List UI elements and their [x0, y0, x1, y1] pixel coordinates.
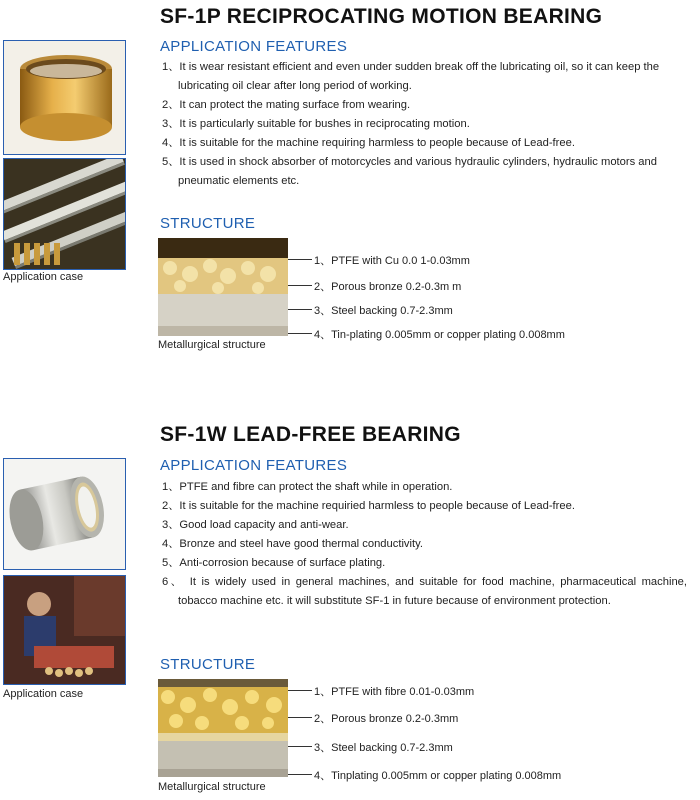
layer-leader-line: [288, 774, 312, 775]
feature-item: 1、PTFE and fibre can protect the shaft while in operation.: [162, 481, 453, 493]
metallurgical-caption: Metallurgical structure: [158, 781, 266, 793]
feature-item: 2、It can protect the mating surface from wearing.: [162, 99, 411, 111]
feature-item: 3、Good load capacity and anti-wear.: [162, 519, 349, 531]
section-2-features-list: [162, 478, 687, 611]
section-1-structure-heading: STRUCTURE: [160, 215, 256, 232]
layer-leader-line: [288, 690, 312, 691]
metallurgical-structure-image: [158, 679, 288, 777]
layer-leader-line: [288, 717, 312, 718]
application-caption: Application case: [3, 688, 84, 700]
section-2-structure-heading: STRUCTURE: [160, 656, 256, 673]
layer-label: 2、Porous bronze 0.2-0.3m m: [314, 281, 462, 293]
section-1-features-list: [162, 58, 692, 191]
section-1-features-heading: APPLICATION FEATURES: [160, 38, 348, 55]
metallurgical-structure-image: [158, 238, 288, 336]
application-photo: [3, 158, 126, 270]
layer-label: 4、Tin-plating 0.005mm or copper plating 0.008mm: [314, 329, 565, 341]
layer-label: 1、PTFE with Cu 0.0 1-0.03mm: [314, 255, 470, 267]
layer-leader-line: [288, 259, 312, 260]
metallurgical-caption: Metallurgical structure: [158, 339, 266, 351]
layer-label: 3、Steel backing 0.7-2.3mm: [314, 305, 453, 317]
feature-item: 6、 It is widely used in general machines, and suitable for food machine, pharmaceutical machine, tobacco machine etc. it will substitute SF-1 in future because of environment protection.: [162, 576, 687, 607]
application-caption: Application case: [3, 271, 84, 283]
bearing-photo: [3, 40, 126, 155]
feature-item: 3、It is particularly suitable for bushes in reciprocating motion.: [162, 118, 470, 130]
layer-leader-line: [288, 285, 312, 286]
layer-leader-line: [288, 333, 312, 334]
section-1-title: SF-1P RECIPROCATING MOTION BEARING: [160, 5, 603, 28]
layer-label: 4、Tinplating 0.005mm or copper plating 0.008mm: [314, 770, 562, 782]
layer-leader-line: [288, 309, 312, 310]
feature-item: 2、It is suitable for the machine requiried harmless to people because of Lead-free.: [162, 500, 575, 512]
feature-item: 1、It is wear resistant efficient and even under sudden break off the lubricating oil, so it can keep the lubricating oil clear after long period of working.: [162, 61, 660, 92]
bearing-photo: [3, 458, 126, 570]
feature-item: 5、Anti-corrosion because of surface plating.: [162, 557, 386, 569]
feature-item: 5、It is used in shock absorber of motorcycles and various hydraulic cylinders, hydraulic motors and pneumatic elements etc.: [162, 156, 657, 187]
layer-label: 3、Steel backing 0.7-2.3mm: [314, 742, 453, 754]
feature-item: 4、Bronze and steel have good thermal conductivity.: [162, 538, 423, 550]
application-photo: [3, 575, 126, 685]
section-2-features-heading: APPLICATION FEATURES: [160, 457, 348, 474]
layer-leader-line: [288, 746, 312, 747]
layer-label: 2、Porous bronze 0.2-0.3mm: [314, 713, 459, 725]
section-2-title: SF-1W LEAD-FREE BEARING: [160, 423, 461, 446]
feature-item: 4、It is suitable for the machine requiring harmless to people because of Lead-free.: [162, 137, 575, 149]
layer-label: 1、PTFE with fibre 0.01-0.03mm: [314, 686, 475, 698]
